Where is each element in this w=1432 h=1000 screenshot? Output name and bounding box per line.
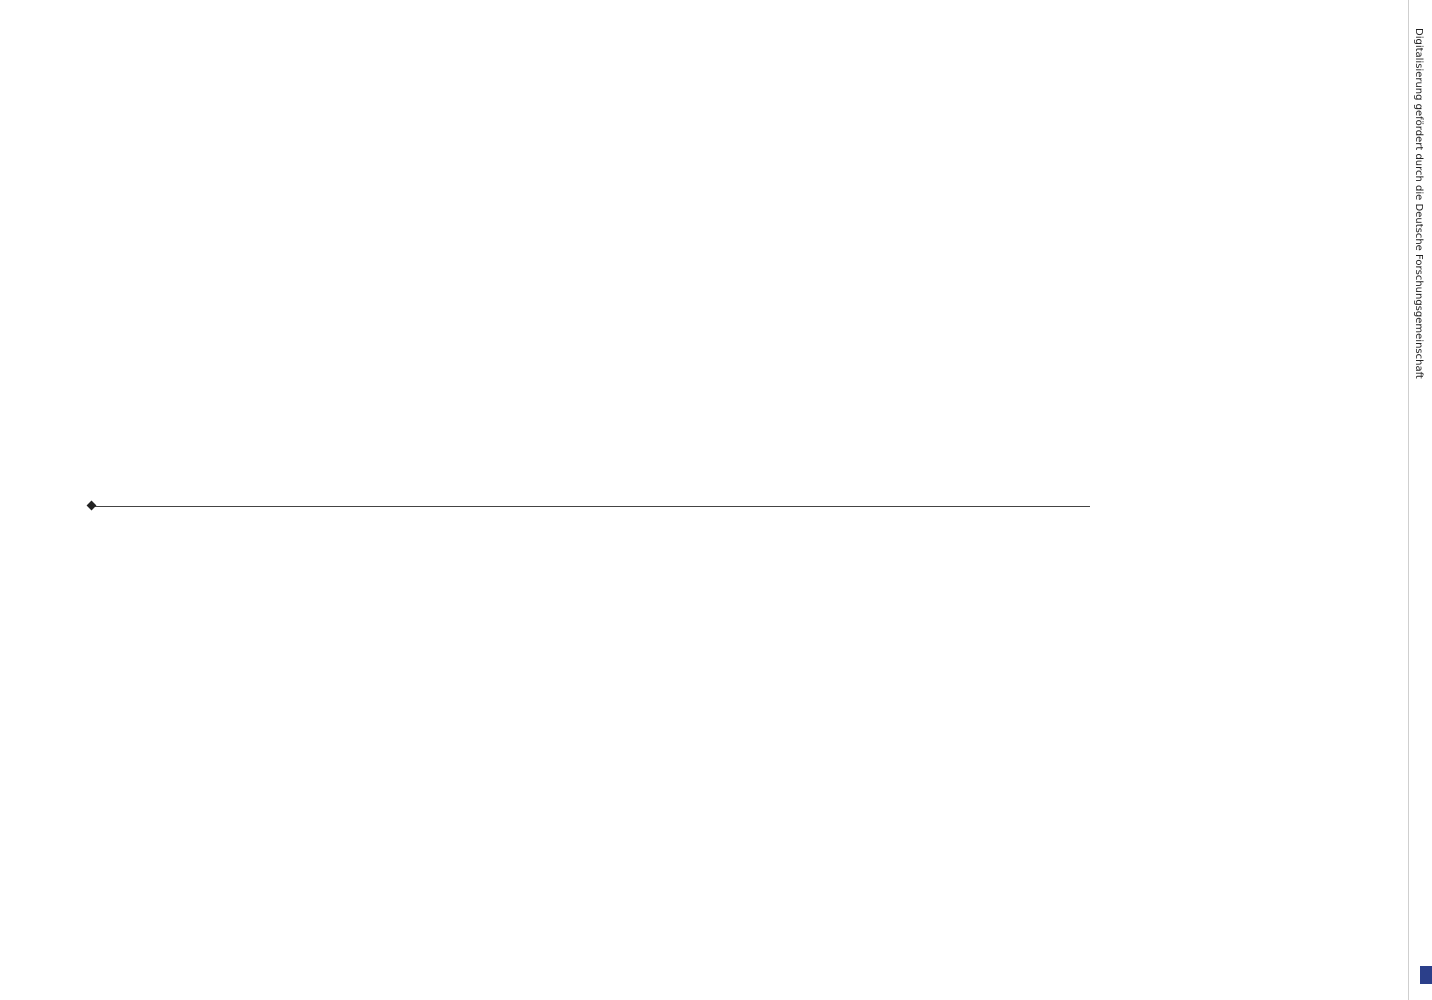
separator-mark <box>87 501 97 511</box>
text-column-top <box>110 60 1110 490</box>
column-separator <box>90 506 1090 507</box>
page-gutter <box>1408 0 1409 1000</box>
text-column-bottom <box>110 515 1110 945</box>
digitization-credit: Digitalisierung gefördert durch die Deutsche Forschungsgemeinschaft <box>1413 28 1424 379</box>
dfg-logo <box>1420 966 1432 984</box>
